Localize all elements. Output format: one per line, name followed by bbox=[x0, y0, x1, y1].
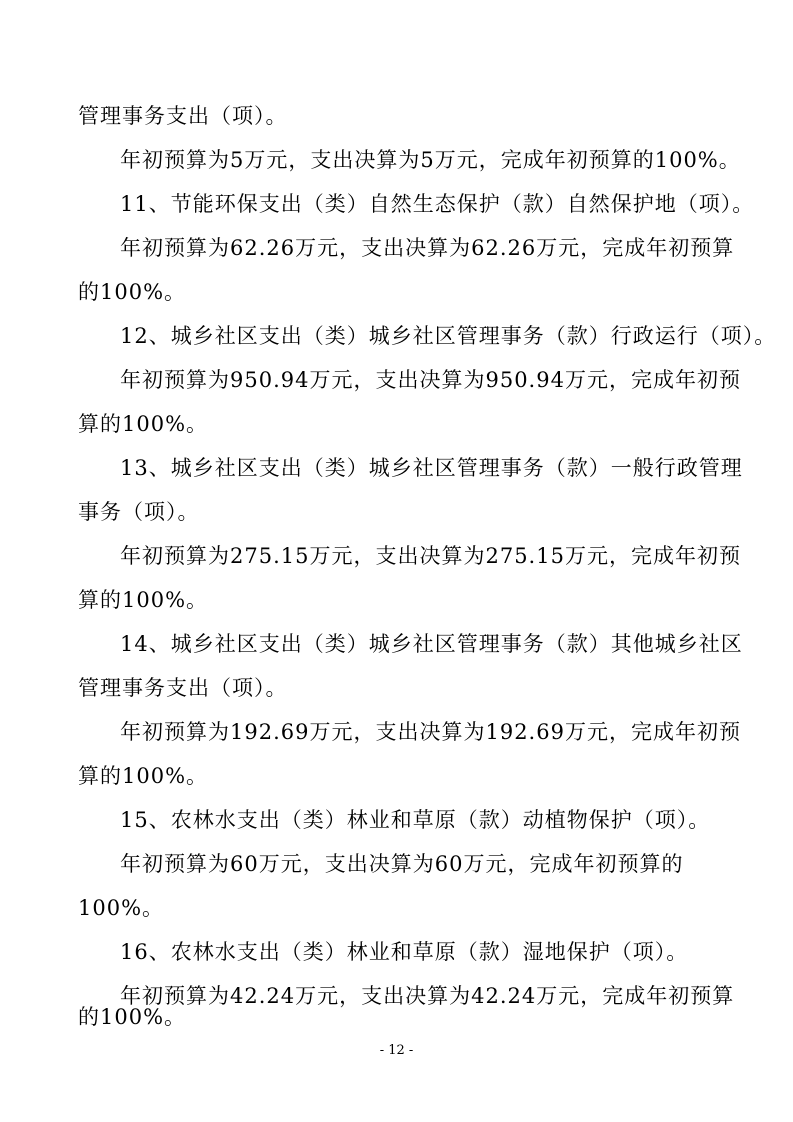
text-line: 算的100%。 bbox=[78, 764, 209, 788]
text-line: 年初预算为950.94万元，支出决算为950.94万元，完成年初预 bbox=[120, 368, 741, 392]
page-number: - 12 - bbox=[379, 1043, 414, 1058]
text-line: 管理事务支出（项）。 bbox=[78, 104, 288, 128]
text-line: 11、节能环保支出（类）自然生态保护（款）自然保护地（项）。 bbox=[120, 192, 755, 216]
text-line: 算的100%。 bbox=[78, 588, 209, 612]
text-line: 16、农林水支出（类）林业和草原（款）湿地保护（项）。 bbox=[120, 940, 689, 964]
text-line: 100%。 bbox=[78, 896, 165, 920]
text-line: 年初预算为5万元，支出决算为5万元，完成年初预算的100%。 bbox=[120, 148, 741, 172]
text-line: 事务（项）。 bbox=[78, 500, 200, 524]
text-line: 年初预算为42.24万元，支出决算为42.24万元，完成年初预算 bbox=[120, 984, 735, 1008]
text-line: 15、农林水支出（类）林业和草原（款）动植物保护（项）。 bbox=[120, 808, 711, 832]
text-line: 13、城乡社区支出（类）城乡社区管理事务（款）一般行政管理 bbox=[120, 456, 743, 480]
text-line: 年初预算为192.69万元，支出决算为192.69万元，完成年初预 bbox=[120, 720, 741, 744]
text-line: 的100%。 bbox=[78, 280, 187, 304]
text-line: 的100%。 bbox=[78, 1005, 187, 1029]
text-line: 管理事务支出（项）。 bbox=[78, 676, 288, 700]
text-line: 算的100%。 bbox=[78, 412, 209, 436]
text-line: 年初预算为275.15万元，支出决算为275.15万元，完成年初预 bbox=[120, 544, 741, 568]
text-line: 年初预算为62.26万元，支出决算为62.26万元，完成年初预算 bbox=[120, 236, 735, 260]
text-line: 年初预算为60万元，支出决算为60万元，完成年初预算的 bbox=[120, 852, 684, 876]
text-line: 12、城乡社区支出（类）城乡社区管理事务（款）行政运行（项）。 bbox=[120, 324, 777, 348]
text-line: 14、城乡社区支出（类）城乡社区管理事务（款）其他城乡社区 bbox=[120, 632, 743, 656]
